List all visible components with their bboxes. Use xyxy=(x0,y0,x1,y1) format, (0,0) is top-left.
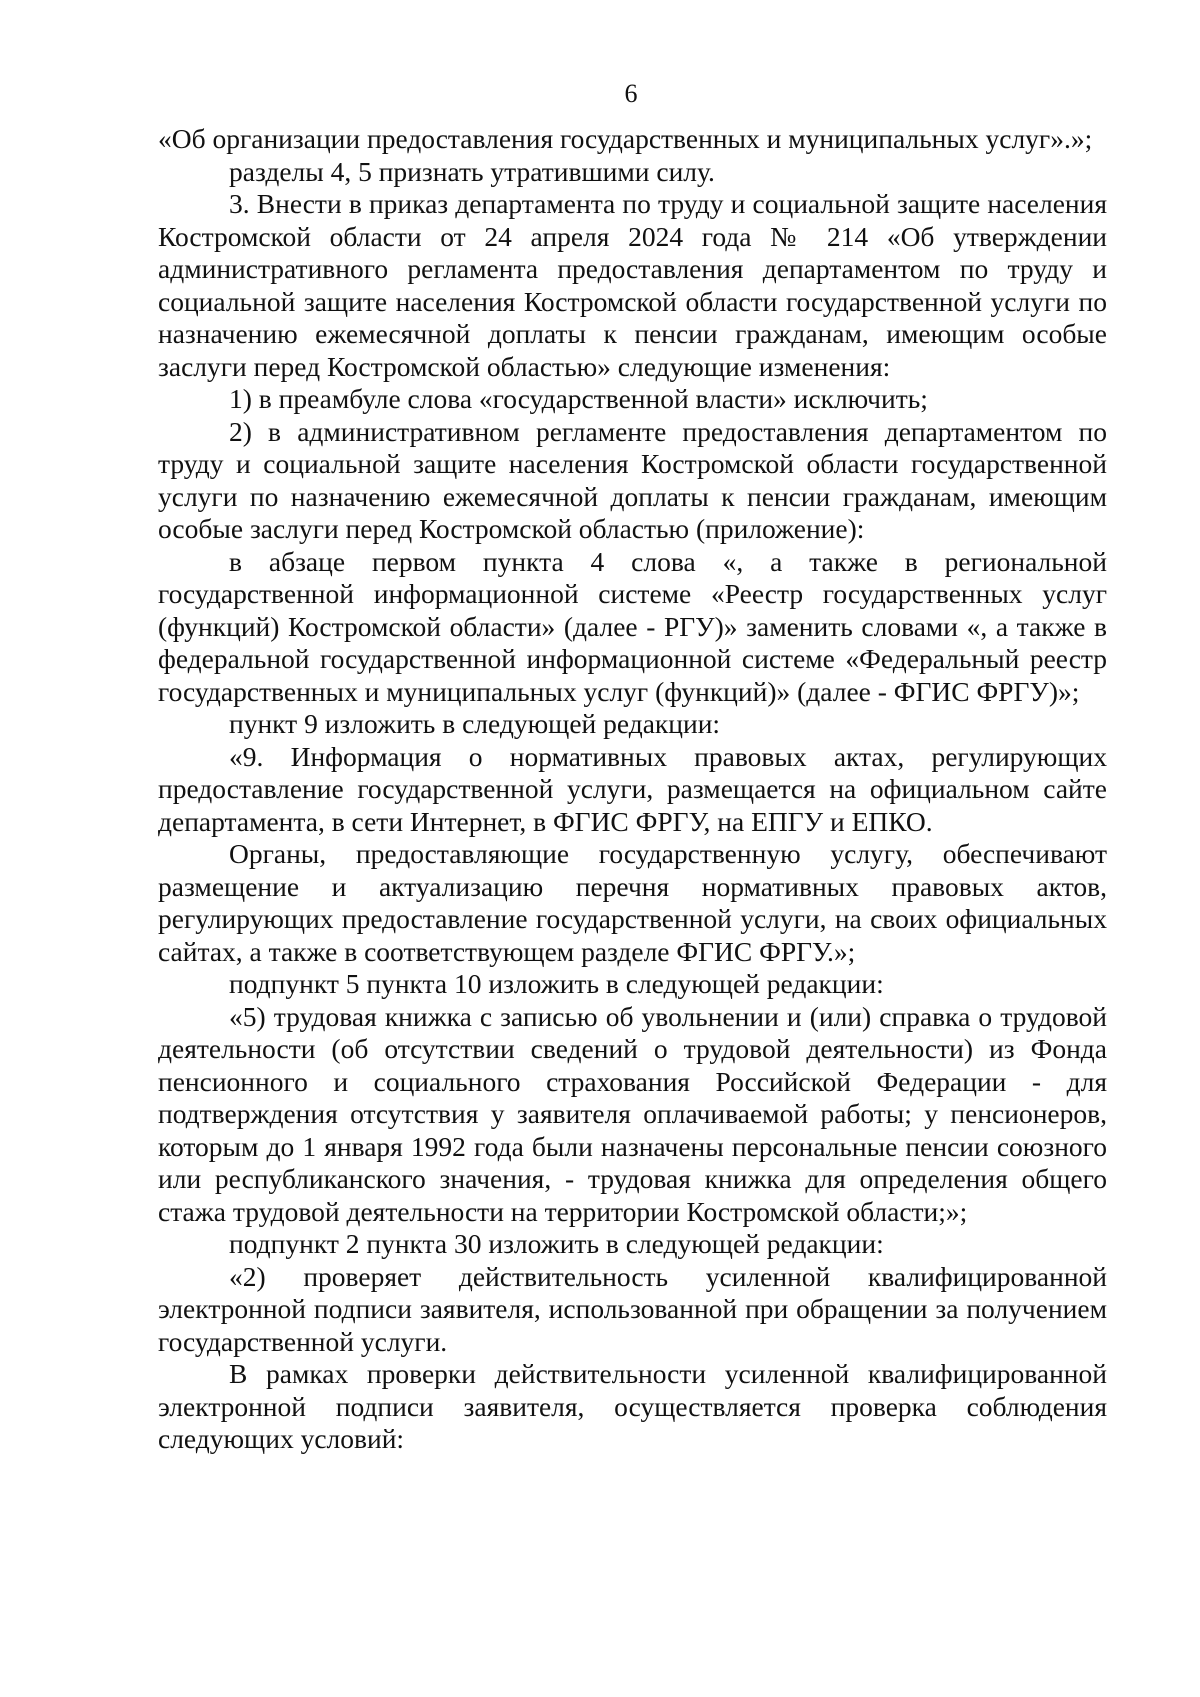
paragraph-sections-repealed: разделы 4, 5 признать утратившими силу. xyxy=(229,155,715,187)
paragraph-subitem-2: 2) в административном регламенте предоставления департаментом по труду и социальной защите населения Костромской области государственной услуги по назначению ежемесячной доплаты к пенсии гражданам, имеющим особые заслуги перед Костромской областью (приложение): xyxy=(158,415,1107,544)
paragraph-point-30-text: «2) проверяет действительность усиленной квалифицированной электронной подписи заявителя, использованной при обращении за получением государственной услуги. xyxy=(158,1260,1107,1357)
paragraph-point-10-text: «5) трудовая книжка с записью об увольнении и (или) справка о трудовой деятельности (об отсутствии сведений о трудовой деятельности) из Фонда пенсионного и социального страхования Российской Федерации - для подтверждения отсутствия у заявителя оплачиваемой работы; у пенсионеров, которым до 1 января 1992 года были назначены персональные пенсии союзного или республиканского значения, - трудовая книжка для определения общего стажа трудовой деятельности на территории Костромской области;»; xyxy=(158,1000,1107,1227)
paragraph-subitem-1: 1) в преамбуле слова «государственной власти» исключить; xyxy=(229,383,928,414)
paragraph-point-9-intro: пункт 9 изложить в следующей редакции: xyxy=(229,708,721,739)
paragraph-point-30-intro: подпункт 2 пункта 30 изложить в следующей редакции: xyxy=(229,1228,884,1259)
document-body xyxy=(158,123,1107,1456)
paragraph-point-9-bodies: Органы, предоставляющие государственную услугу, обеспечивают размещение и актуализацию перечня нормативных правовых актов, регулирующих предоставление государственной услуги, на своих официальных сайтах, а также в соответствующем разделе ФГИС ФРГУ.»; xyxy=(158,838,1107,967)
paragraph-point-9-text: «9. Информация о нормативных правовых актах, регулирующих предоставление государственной услуги, размещается на официальном сайте департамента, в сети Интернет, в ФГИС ФРГУ, на ЕПГУ и ЕПКО. xyxy=(158,740,1107,837)
paragraph-point-4-amendment: в абзаце первом пункта 4 слова «, а также в региональной государственной информационной системе «Реестр государственных услуг (функций) Костромской области» (далее - РГУ)» заменить словами «, а также в федеральной государственной информационной системе «Федеральный реестр государственных и муниципальных услуг (функций)» (далее - ФГИС ФРГУ)»; xyxy=(158,545,1107,707)
paragraph-point-10-intro: подпункт 5 пункта 10 изложить в следующей редакции: xyxy=(229,968,884,999)
paragraph-signature-check: В рамках проверки действительности усиленной квалифицированной электронной подписи заявителя, осуществляется проверка соблюдения следующих условий: xyxy=(158,1358,1107,1454)
paragraph-item-3: 3. Внести в приказ департамента по труду и социальной защите населения Костромской области от 24 апреля 2024 года № 214 «Об утверждении административного регламента предоставления департаментом по труду и социальной защите населения Костромской области государственной услуги по назначению ежемесячной доплаты к пенсии гражданам, имеющим особые заслуги перед Костромской областью» следующие изменения: xyxy=(158,188,1107,382)
paragraph-continuation: «Об организации предоставления государственных и муниципальных услуг».»; xyxy=(158,123,1093,154)
page-number: 6 xyxy=(624,79,638,108)
